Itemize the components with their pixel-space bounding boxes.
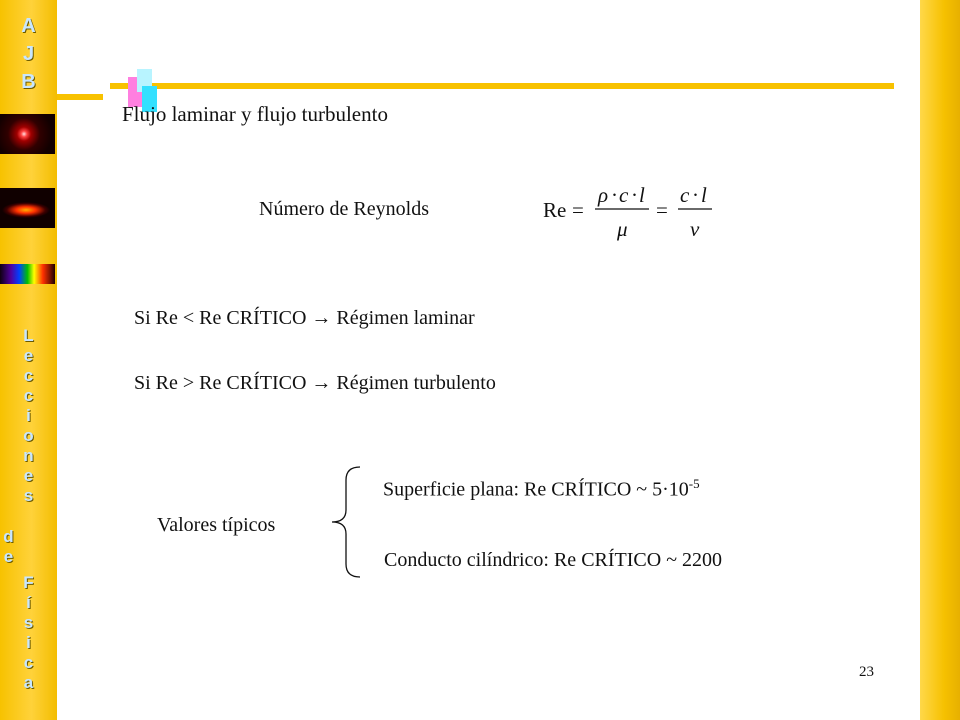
curly-brace (326, 464, 366, 580)
reynolds-label: Número de Reynolds (259, 198, 429, 220)
formula-c-1: c (619, 183, 629, 207)
arrow-icon: → (311, 307, 332, 329)
typical-values-label: Valores típicos (157, 514, 276, 536)
formula-l-2: l (701, 183, 707, 207)
formula-l-1: l (639, 183, 645, 207)
sidebar-letter: A (21, 15, 36, 37)
formula-nu: ν (690, 217, 700, 241)
formula-rho: ρ (598, 183, 609, 207)
formula-dot-3: · (692, 183, 699, 207)
flat-surface-value: Superficie plana: Re CRÍTICO ~ $5\cdot 10^{-5}$ (383, 476, 700, 501)
laminar-condition: Si Re < Re CRÍTICO → Régimen laminar (134, 307, 475, 329)
formula-equals-1: = (572, 198, 584, 222)
right-sidebar (920, 0, 960, 720)
formula-dot-2: · (631, 183, 638, 207)
formula-mu: μ (617, 217, 628, 241)
sidebar-photo-spectrum (0, 264, 55, 284)
formula-dot-1: · (611, 183, 618, 207)
sidebar-word-lecciones: L e c c i o n e s (23, 326, 34, 505)
formula-c-2: c (680, 183, 690, 207)
sidebar-word-de: d e (3, 527, 14, 566)
formula-re: Re (543, 198, 567, 222)
slide-title: Flujo laminar y flujo turbulento (122, 102, 388, 126)
header-line-right (110, 83, 894, 89)
sidebar-photo-beam (0, 188, 55, 228)
page-number: 23 (859, 664, 874, 680)
sidebar-word-fisica: F í s i c a (23, 573, 34, 692)
sidebar-letter: J (22, 43, 35, 65)
cylindrical-duct-value: Conducto cilíndrico: Re CRÍTICO ~ 2200 (384, 549, 723, 571)
reynolds-formula (540, 176, 730, 246)
turbulent-condition: Si Re > Re CRÍTICO → Régimen turbulento (134, 372, 496, 394)
sidebar-photo-lab (0, 114, 55, 154)
arrow-icon: → (311, 372, 332, 394)
formula-equals-2: = (656, 198, 668, 222)
sidebar-letter: B (21, 71, 36, 93)
header-line-left (57, 94, 103, 100)
sidebar-logo-text (0, 12, 57, 96)
